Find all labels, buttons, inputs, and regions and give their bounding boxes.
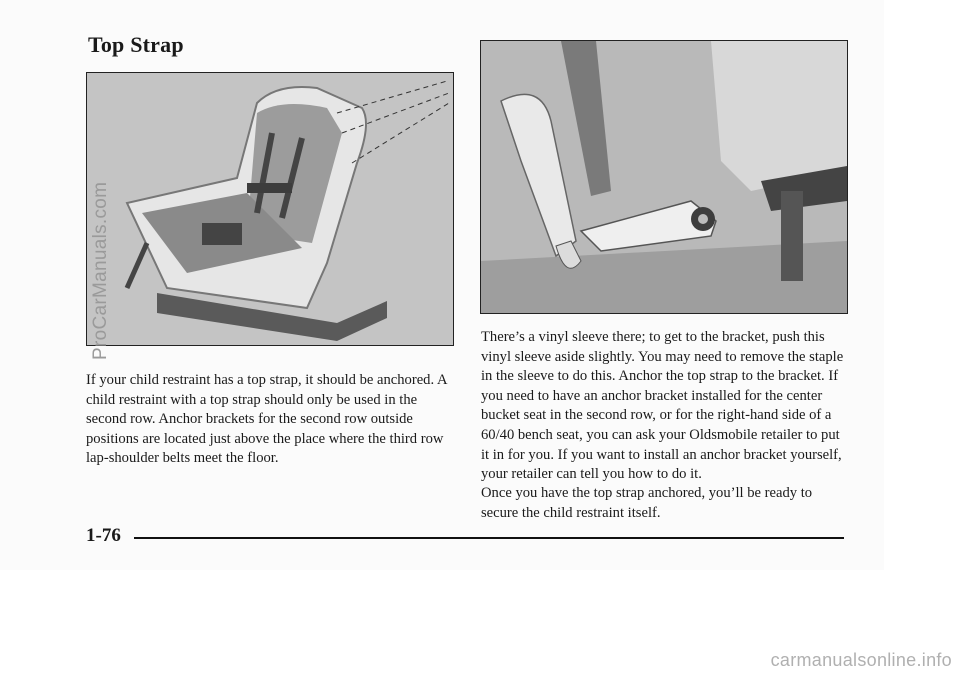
- child-seat-illustration: [87, 73, 453, 345]
- section-heading: Top Strap: [88, 32, 184, 57]
- child-seat-figure: [86, 72, 454, 346]
- left-paragraph: [86, 371, 458, 469]
- paragraph: Once you have the top strap anchored, you’ll be ready to secure the child restraint itself.: [481, 485, 813, 521]
- anchor-bracket-figure: [480, 40, 848, 314]
- right-paragraph-1: [481, 328, 849, 485]
- watermark-bottom: carmanualsonline.info: [770, 650, 952, 670]
- watermark-side: ProCarManuals.com: [90, 181, 111, 360]
- right-paragraph-2: [481, 484, 849, 523]
- anchor-bracket-illustration: [481, 41, 847, 313]
- page-number: 1-76: [86, 525, 121, 546]
- paragraph: There’s a vinyl sleeve there; to get to the bracket, push this vinyl sleeve aside slightly. You may need to remove the staple in the sleeve to do this. Anchor the top strap to the bracket. If you need to have an anchor bracket installed for the center bucket seat in the second row, or for the right-hand side of a 60/40 bench seat, you can ask your Oldsmobile retailer to put it in for you. If you want to install an anchor bracket yourself, your retailer can tell you how to do it.: [481, 329, 844, 483]
- footer-rule: [134, 537, 844, 539]
- paragraph: If your child restraint has a top strap, it should be anchored. A child restraint with a top strap should only be used in the second row. Anchor brackets for the second row outside positions are located just above the place where the third row lap-shoulder belts meet the floor.: [86, 372, 447, 467]
